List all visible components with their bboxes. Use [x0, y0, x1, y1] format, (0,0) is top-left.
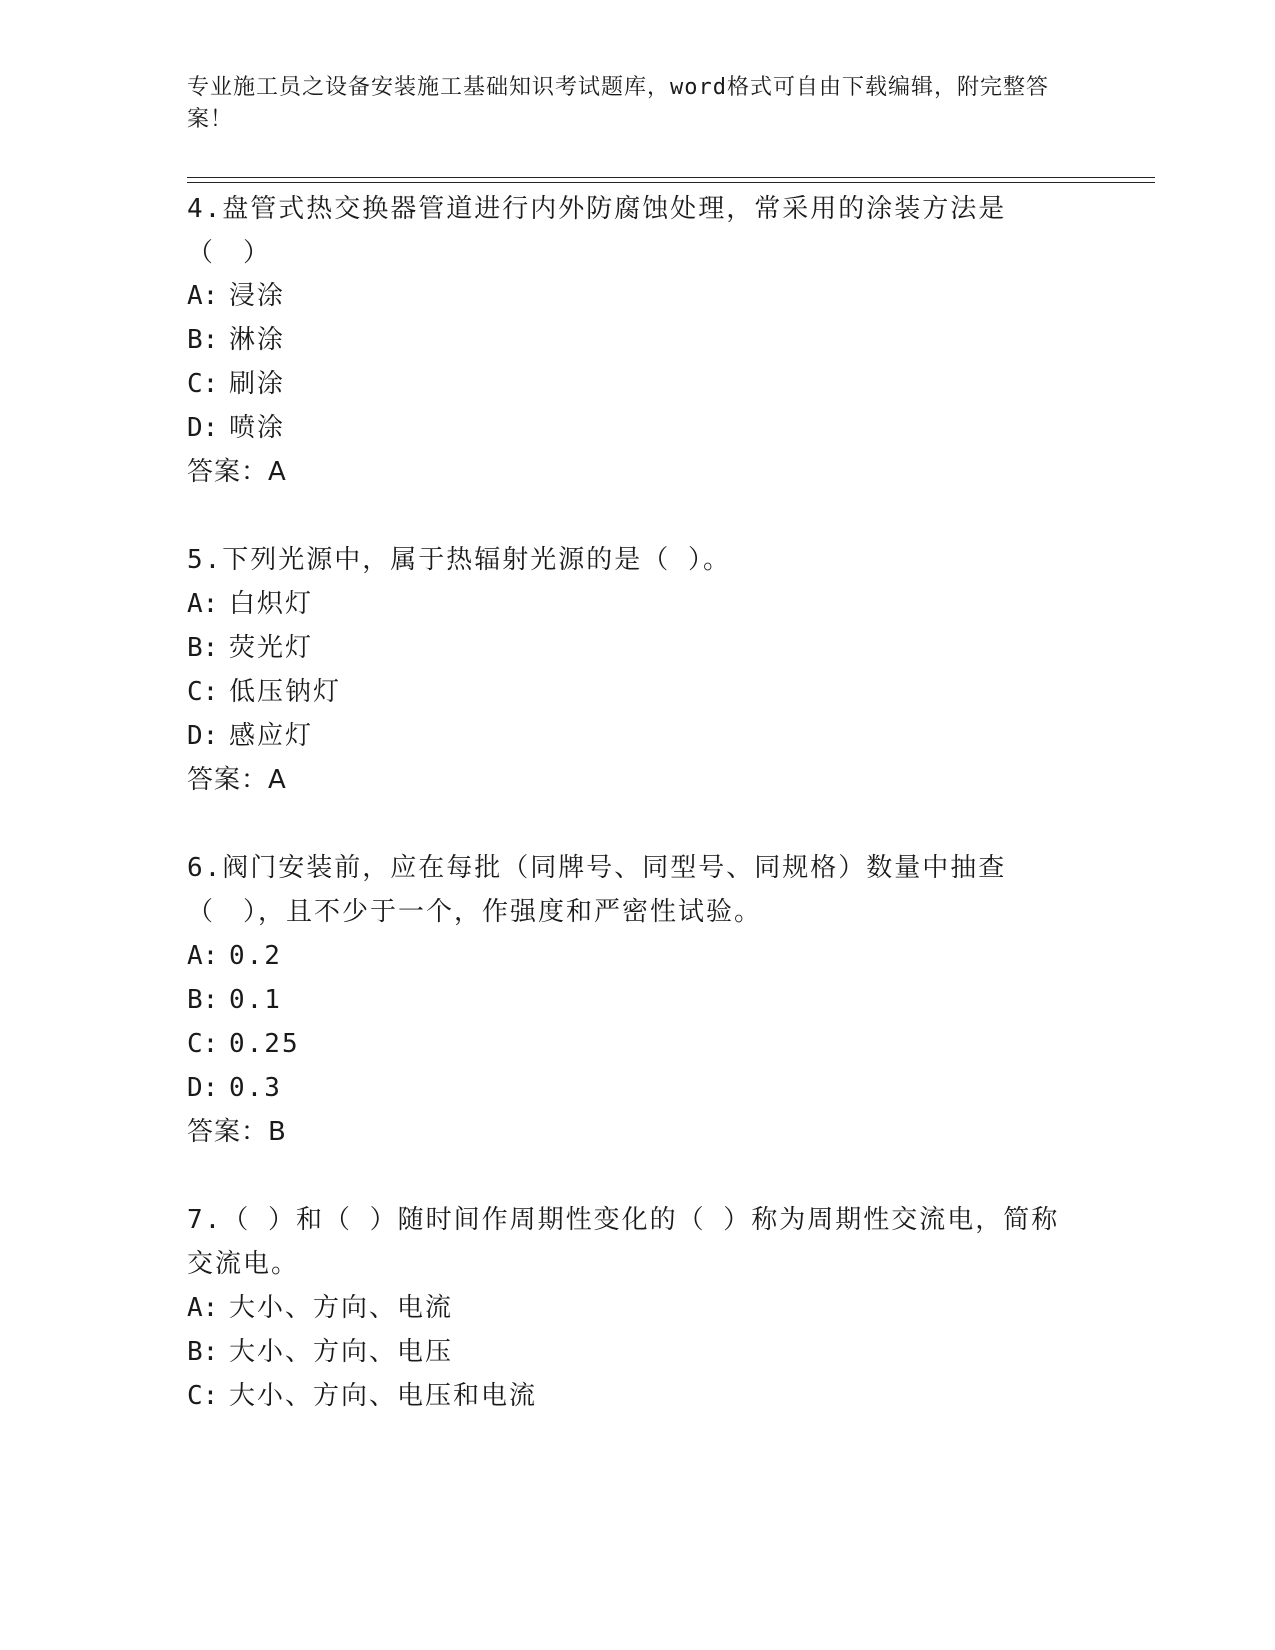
option-text: 喷涂 — [229, 413, 286, 443]
option-label: A: — [187, 589, 219, 619]
option-label: D: — [187, 413, 219, 443]
option-text: 0.1 — [229, 985, 282, 1015]
answer-line: 答案：A — [187, 765, 287, 795]
option-label: B: — [187, 1337, 219, 1367]
option-a — [187, 582, 313, 626]
option-c — [187, 670, 341, 714]
option-text: 刷涂 — [229, 369, 286, 399]
question-stem: 7.（ ）和（ ）随时间作周期性变化的（ ）称为周期性交流电，简称交流电。 — [187, 1205, 1060, 1279]
option-label: B: — [187, 325, 219, 355]
option-label: A: — [187, 281, 219, 311]
option-text: 0.2 — [229, 941, 282, 971]
answer-line: 答案：B — [187, 1117, 287, 1147]
option-label: B: — [187, 985, 219, 1015]
answer-line: 答案：A — [187, 457, 287, 487]
question-stem: 4.盘管式热交换器管道进行内外防腐蚀处理，常采用的涂装方法是（ ） — [187, 194, 1007, 268]
option-label: C: — [187, 1381, 219, 1411]
option-c — [187, 362, 285, 406]
option-a — [187, 934, 282, 978]
option-text: 感应灯 — [229, 721, 314, 751]
option-text: 0.25 — [229, 1029, 300, 1059]
header-divider-thick — [187, 182, 1155, 183]
option-text: 0.3 — [229, 1073, 282, 1103]
option-text: 荧光灯 — [229, 633, 314, 663]
option-c — [187, 1022, 300, 1066]
option-b — [187, 978, 282, 1022]
option-b — [187, 626, 313, 670]
option-text: 大小、方向、电压 — [229, 1337, 454, 1367]
option-b — [187, 1330, 453, 1374]
option-text: 大小、方向、电压和电流 — [229, 1381, 538, 1411]
option-label: A: — [187, 941, 219, 971]
option-c — [187, 1374, 537, 1418]
option-label: C: — [187, 1029, 219, 1059]
option-label: C: — [187, 677, 219, 707]
question-stem: 5.下列光源中，属于热辐射光源的是（ ）。 — [187, 545, 731, 575]
header-divider-thin — [187, 177, 1155, 178]
option-label: D: — [187, 721, 219, 751]
document-header: 专业施工员之设备安装施工基础知识考试题库，word格式可自由下载编辑，附完整答案！ — [187, 75, 1049, 132]
option-text: 低压钠灯 — [229, 677, 342, 707]
option-text: 大小、方向、电流 — [229, 1293, 454, 1323]
option-text: 淋涂 — [229, 325, 286, 355]
option-label: A: — [187, 1293, 219, 1323]
option-b — [187, 318, 285, 362]
option-d — [187, 406, 285, 450]
option-a — [187, 274, 285, 318]
option-text: 白炽灯 — [229, 589, 314, 619]
option-a — [187, 1286, 453, 1330]
option-label: C: — [187, 369, 219, 399]
option-label: D: — [187, 1073, 219, 1103]
question-stem: 6.阀门安装前，应在每批（同牌号、同型号、同规格）数量中抽查（ ），且不少于一个，作强度和严密性试验。 — [187, 853, 1007, 927]
option-d — [187, 714, 313, 758]
option-label: B: — [187, 633, 219, 663]
option-text: 浸涂 — [229, 281, 286, 311]
option-d — [187, 1066, 282, 1110]
